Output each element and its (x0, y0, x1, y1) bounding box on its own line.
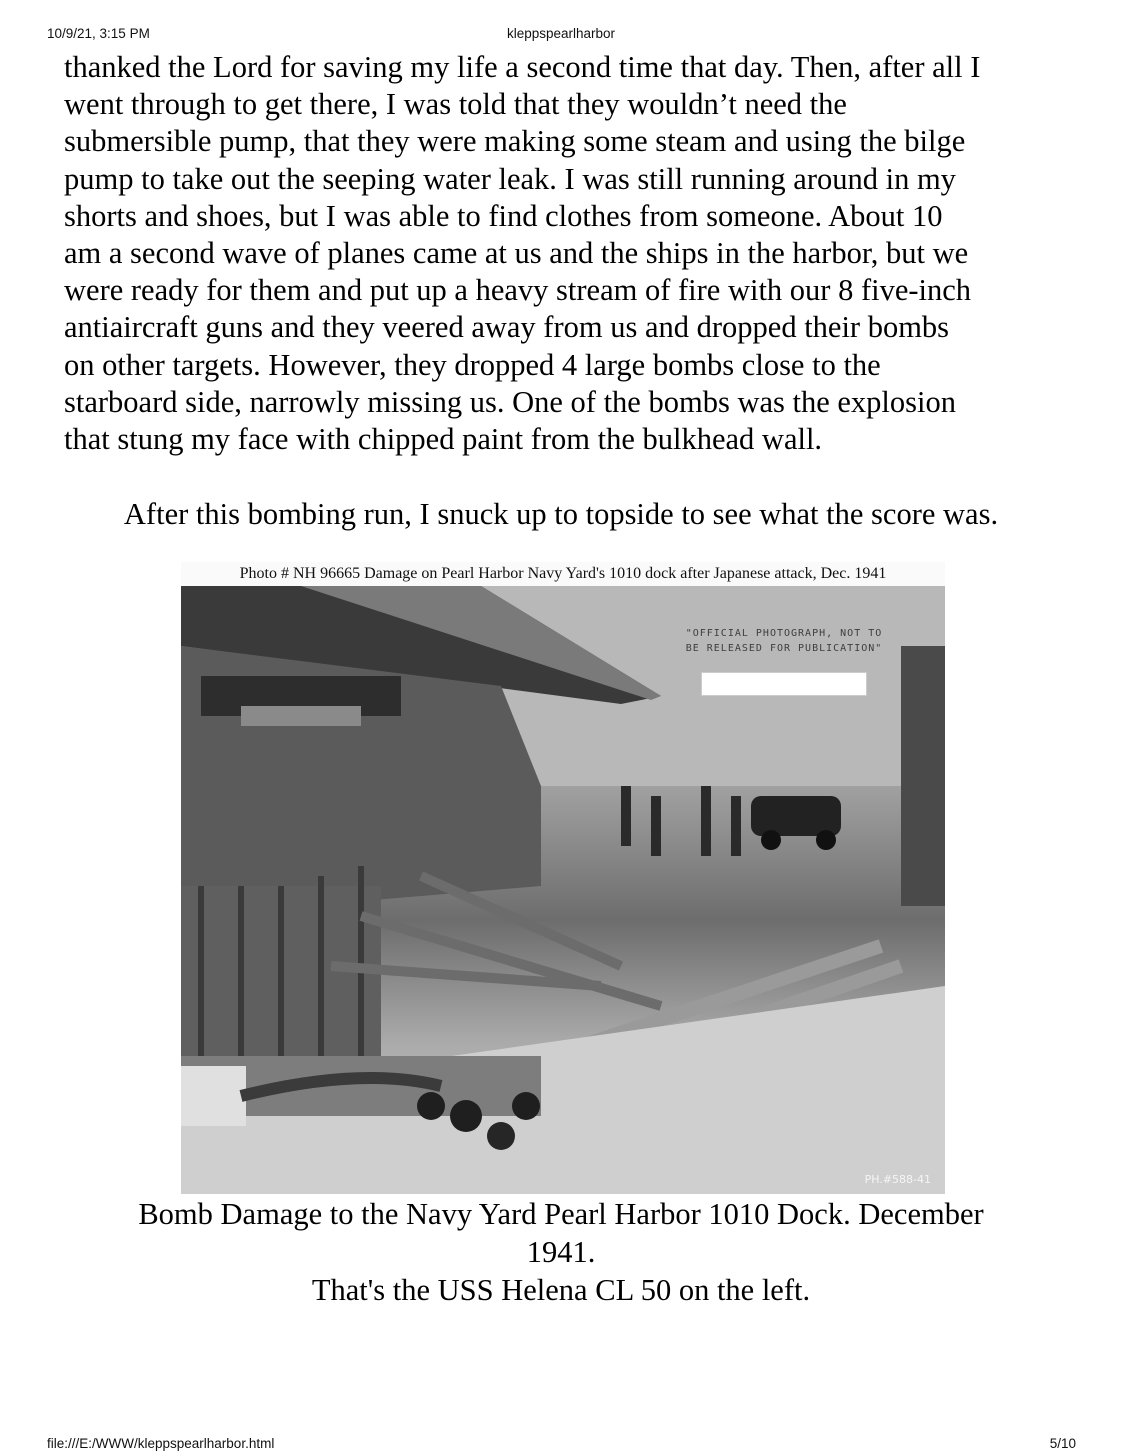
article-line: submersible pump, that they were making some steam and using the bilge (64, 124, 966, 159)
article-line: starboard side, narrowly missing us. One of the bombs was the explosion (64, 384, 956, 419)
caption-line: That's the USS Helena CL 50 on the left. (311, 1273, 811, 1307)
article-line: on other targets. However, they dropped 4 large bombs close to the (64, 347, 881, 382)
article-line: shorts and shoes, but I was able to find clothes from someone. About 10 (64, 198, 943, 233)
official-photograph-stamp (669, 626, 899, 656)
article-line: pump to take out the seeping water leak. I was still running around in my (64, 161, 956, 196)
photo-header-caption: Photo # NH 96665 Damage on Pearl Harbor Navy Yard's 1010 dock after Japanese attack, Dec. 1941 (181, 562, 945, 586)
stamp-line: BE RELEASED FOR PUBLICATION" (685, 643, 883, 654)
print-page-number: 5/10 (1049, 1436, 1076, 1451)
article-line: thanked the Lord for saving my life a second time that day. Then, after all I (64, 50, 981, 84)
caption-line: Bomb Damage to the Navy Yard Pearl Harbor 1010 Dock. December (138, 1197, 984, 1231)
print-datetime: 10/9/21, 3:15 PM (47, 26, 150, 41)
article-line: went through to get there, I was told that they wouldn’t need the (64, 87, 847, 122)
article-paragraph (64, 49, 1064, 458)
article-line: am a second wave of planes came at us and the ships in the harbor, but we (64, 236, 969, 271)
photo-caption (0, 1195, 1122, 1309)
print-file-url: file:///E:/WWW/kleppspearlharbor.html (47, 1436, 275, 1451)
dock-damage-photo-image (181, 586, 945, 1194)
after-bombing-paragraph: After this bombing run, I snuck up to topside to see what the score was. (123, 497, 999, 531)
stamp-line: "OFFICIAL PHOTOGRAPH, NOT TO (685, 628, 883, 639)
article-line: antiaircraft guns and they veered away from us and dropped their bombs (64, 310, 950, 345)
historical-photo (181, 562, 945, 1194)
caption-line: 1941. (526, 1235, 596, 1269)
print-page-title: kleppspearlharbor (506, 26, 616, 41)
article-line: were ready for them and put up a heavy stream of fire with our 8 five-inch (64, 273, 972, 308)
photo-corner-mark: PH.#588-41 (864, 1173, 931, 1186)
redaction-box (701, 672, 867, 696)
article-line: that stung my face with chipped paint from the bulkhead wall. (64, 422, 823, 457)
